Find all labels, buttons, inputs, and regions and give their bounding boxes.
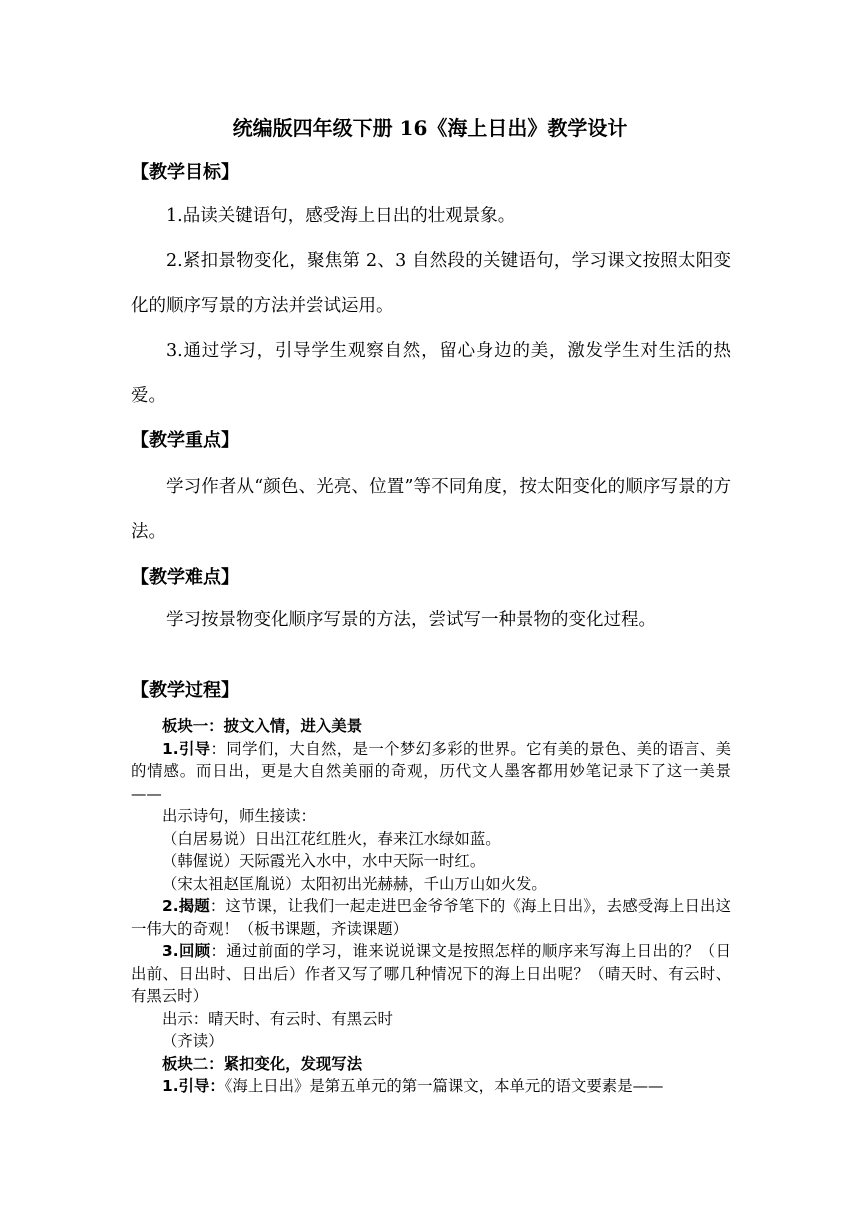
poem-line-3: （宋太祖赵匡胤说）太阳初出光赫赫，千山万山如火发。 — [162, 874, 547, 893]
process-heading: 【教学过程】 — [131, 680, 239, 701]
read-together: （齐读） — [162, 1032, 224, 1050]
poem-intro: 出示诗句，师生接读： — [162, 807, 316, 825]
document-title: 统编版四年级下册 16《海上日出》教学设计 — [232, 116, 628, 140]
teaching-goals-heading: 【教学目标】 — [131, 162, 239, 183]
process-body — [131, 715, 731, 1098]
paragraph-label: 3.回顾 — [162, 942, 211, 960]
difficulties-heading: 【教学难点】 — [131, 567, 239, 588]
process-paragraph-4: 1.引导：《海上日出》是第五单元的第一篇课文，本单元的语文要素是—— — [162, 1077, 664, 1095]
paragraph-label: 1.引导： — [162, 1077, 225, 1095]
goal-item-3: 3.通过学习，引导学生观察自然，留心身边的美，激发学生对生活的热爱。 — [131, 341, 731, 406]
key-points-text: 学习作者从“颜色、光亮、位置”等不同角度，按太阳变化的顺序写景的方法。 — [131, 477, 731, 542]
process-paragraph-2: 2.揭题：这节课，让我们一起走进巴金爷爷笔下的《海上日出》，去感受海上日出这一伟大的奇观！（板书课题，齐读课题） — [131, 897, 731, 938]
paragraph-label: 2.揭题 — [162, 897, 210, 915]
show-text: 出示：晴天时、有云时、有黑云时 — [162, 1009, 393, 1028]
block2-title: 板块二：紧扣变化，发现写法 — [162, 1054, 363, 1073]
paragraph-label: 1.引导 — [162, 739, 211, 758]
process-paragraph-3: 3.回顾：通过前面的学习，谁来说说课文是按照怎样的顺序来写海上日出的？（日出前、日出时、日出后）作者又写了哪几种情况下的海上日出呢？（晴天时、有云时、有黑云时） — [131, 942, 731, 1005]
difficulties-text: 学习按景物变化顺序写景的方法，尝试写一种景物的变化过程。 — [166, 610, 656, 630]
poem-line-1: （白居易说）日出江花红胜火，春来江水绿如蓝。 — [162, 829, 501, 848]
goal-item-1: 1.品读关键语句，感受海上日出的壮观景象。 — [166, 206, 516, 226]
block1-title: 板块一：披文入情，进入美景 — [162, 717, 363, 735]
poem-line-2: （韩偓说）天际霞光入水中，水中天际一时红。 — [162, 852, 486, 870]
goal-item-2: 2.紧扣景物变化，聚焦第 2、3 自然段的关键语句，学习课文按照太阳变化的顺序写景的方法并尝试运用。 — [131, 251, 731, 316]
key-points-heading: 【教学重点】 — [131, 430, 239, 451]
process-paragraph-1: 1.引导：同学们，大自然，是一个梦幻多彩的世界。它有美的景色、美的语言、美的情感。而日出，更是大自然美丽的奇观，历代文人墨客都用妙笔记录下了这一美景—— — [131, 739, 731, 803]
